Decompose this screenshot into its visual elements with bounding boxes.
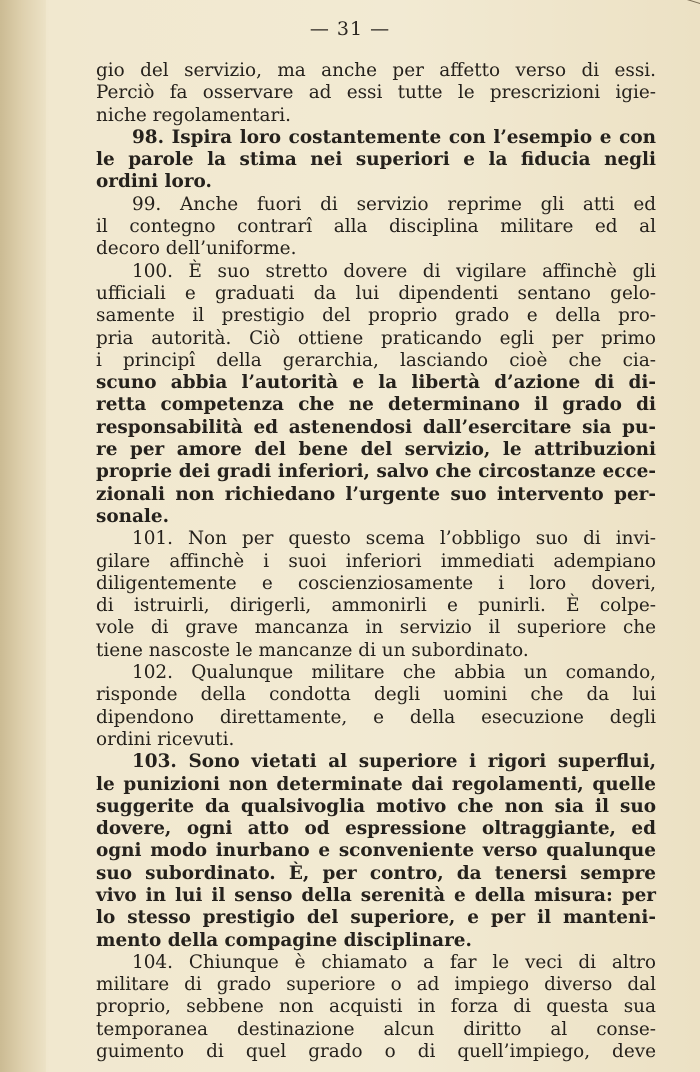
text-line: militare di grado superiore o ad impiego diverso dal <box>96 974 656 996</box>
text-line: pria autorità. Ciò ottiene praticando egli per primo <box>96 327 656 349</box>
text-line: diligentemente e coscienziosamente i loro doveri, <box>96 572 656 594</box>
text-line: Perciò fa osservare ad essi tutte le prescrizioni igie- <box>96 82 656 104</box>
text-line: dovere, ogni atto od espressione oltraggiante, ed <box>96 818 656 840</box>
text-line: responsabilità ed astenendosi dall’esercitare sia pu- <box>96 416 656 438</box>
text-line: risponde della condotta degli uomini che da lui <box>96 684 656 706</box>
text-line: suo subordinato. È, per contro, da tenersi sempre <box>96 862 656 884</box>
text-line: 100. È suo stretto dovere di vigilare affinchè gli <box>132 260 656 282</box>
text-line: di istruirli, dirigerli, ammonirli e punirli. È colpe- <box>96 595 656 617</box>
corner-mark <box>585 0 700 7</box>
text-line: samente il prestigio del proprio grado e della pro- <box>96 305 656 327</box>
text-line: dipendono direttamente, e della esecuzione degli <box>96 706 656 728</box>
text-line: proprie dei gradi inferiori, salvo che circostanze ecce- <box>96 461 656 483</box>
text-line: decoro dell’uniforme. <box>96 238 297 260</box>
text-line: scuno abbia l’autorità e la libertà d’azione di di- <box>96 372 656 394</box>
text-line: gilare affinchè i suoi inferiori immediati adempiano <box>96 550 656 572</box>
text-line: 98. Ispira loro costantemente con l’esempio e con <box>132 126 656 148</box>
text-line: guimento di quel grado o di quell’impiego, deve <box>96 1041 656 1063</box>
text-line: retta competenza che ne determinano il grado di <box>96 394 656 416</box>
text-line: 103. Sono vietati al superiore i rigori superflui, <box>132 751 656 773</box>
text-line: 101. Non per questo scema l’obbligo suo di invi- <box>132 528 656 550</box>
text-line: zionali non richiedano l’urgente suo intervento per- <box>96 483 656 505</box>
text-line: le parole la stima nei superiori e la fiducia negli <box>96 149 656 171</box>
text-line: 104. Chiunque è chiamato a far le veci di altro <box>132 951 656 973</box>
text-line: le punizioni non determinate dai regolamenti, quelle <box>96 773 656 795</box>
text-line: temporanea destinazione alcun diritto al conse- <box>96 1018 656 1040</box>
text-line: ordini loro. <box>96 171 212 193</box>
text-line: i principî della gerarchia, lasciando cioè che cia- <box>96 349 656 371</box>
text-line: suggerite da qualsivoglia motivo che non sia il suo <box>96 795 656 817</box>
text-line: lo stesso prestigio del superiore, e per il manteni- <box>96 907 656 929</box>
text-line: proprio, sebbene non acquisti in forza di questa sua <box>96 996 656 1018</box>
text-line: ogni modo inurbano e sconveniente verso qualunque <box>96 840 656 862</box>
body-text <box>96 60 656 1063</box>
text-line: ufficiali e graduati da lui dipendenti sentano gelo- <box>96 282 656 304</box>
text-line: re per amore del bene del servizio, le attribuzioni <box>96 439 656 461</box>
text-line: 99. Anche fuori di servizio reprime gli atti ed <box>132 193 656 215</box>
text-line: mento della compagine disciplinare. <box>96 929 472 951</box>
text-line: gio del servizio, ma anche per affetto verso di essi. <box>96 60 656 81</box>
text-line: ordini ricevuti. <box>96 728 235 750</box>
page-number: — 31 — <box>309 18 391 40</box>
text-line: niche regolamentari. <box>96 104 292 126</box>
text-line: vole di grave mancanza in servizio il superiore che <box>96 617 656 639</box>
text-line: vivo in lui il senso della serenità e della misura: per <box>96 884 656 906</box>
text-line: il contegno contrarî alla disciplina militare ed al <box>96 216 656 238</box>
page-gutter <box>0 0 46 1072</box>
text-line: 102. Qualunque militare che abbia un comando, <box>132 662 656 684</box>
text-line: sonale. <box>96 505 169 527</box>
text-line: tiene nascoste le mancanze di un subordinato. <box>96 639 529 661</box>
